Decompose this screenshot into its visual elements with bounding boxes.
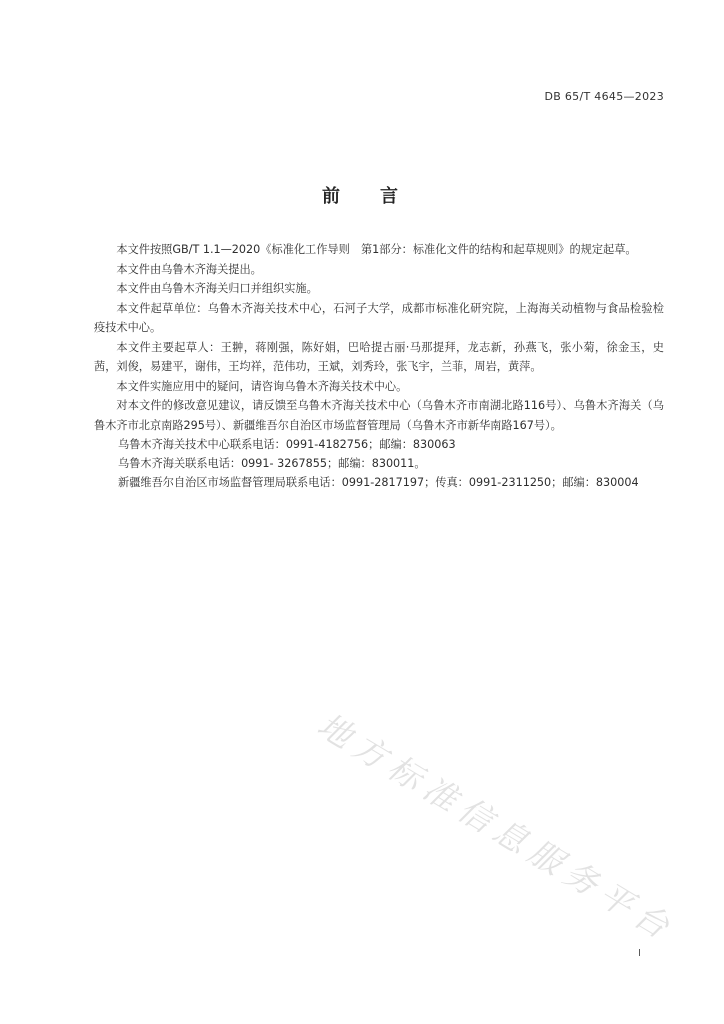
foreword-body bbox=[94, 240, 664, 492]
paragraph-drafting-basis: 本文件按照GB/T 1.1—2020《标准化工作导则 第1部分：标准化文件的结构和起草规则》的规定起草。 bbox=[116, 243, 637, 256]
page-number: I bbox=[638, 948, 641, 959]
paragraph-drafting-units: 本文件起草单位：乌鲁木齐海关技术中心，石河子大学，成都市标准化研究院，上海海关动植物与食品检验检疫技术中心。 bbox=[94, 301, 664, 334]
document-code: DB 65/T 4645—2023 bbox=[544, 90, 664, 103]
paragraph-feedback: 对本文件的修改意见建议，请反馈至乌鲁木齐海关技术中心（乌鲁木齐市南湖北路116号）、乌鲁木齐海关（乌鲁木齐市北京南路295号）、新疆维吾尔自治区市场监督管理局（乌鲁木齐市新华南路167号）。 bbox=[94, 399, 664, 432]
contact-market-regulation: 新疆维吾尔自治区市场监督管理局联系电话：0991-2817197；传真：0991-2311250；邮编：830004 bbox=[118, 476, 639, 489]
contact-tech-center: 乌鲁木齐海关技术中心联系电话：0991-4182756；邮编：830063 bbox=[118, 438, 456, 451]
paragraph-under-jurisdiction: 本文件由乌鲁木齐海关归口并组织实施。 bbox=[116, 282, 318, 295]
paragraph-drafters: 本文件主要起草人：王翀，蒋刚强，陈好娟，巴哈提古丽·马那提拜，龙志新，孙燕飞，张小菊，徐金玉，史茜，刘俊，易建平，谢伟，王均祥，范伟功，王斌，刘秀玲，张飞宇，兰菲，周岩，黄萍。 bbox=[94, 340, 664, 373]
title-char-1: 前 bbox=[322, 186, 344, 207]
contact-customs: 乌鲁木齐海关联系电话：0991- 3267855；邮编：830011。 bbox=[118, 457, 426, 470]
title-char-2: 言 bbox=[380, 186, 402, 207]
watermark: 地方标准信息服务平台 bbox=[310, 705, 683, 950]
paragraph-proposed-by: 本文件由乌鲁木齐海关提出。 bbox=[116, 262, 262, 276]
contact-list bbox=[94, 435, 664, 492]
page-title bbox=[0, 182, 724, 208]
paragraph-inquiries: 本文件实施应用中的疑问，请咨询乌鲁木齐海关技术中心。 bbox=[116, 379, 408, 393]
